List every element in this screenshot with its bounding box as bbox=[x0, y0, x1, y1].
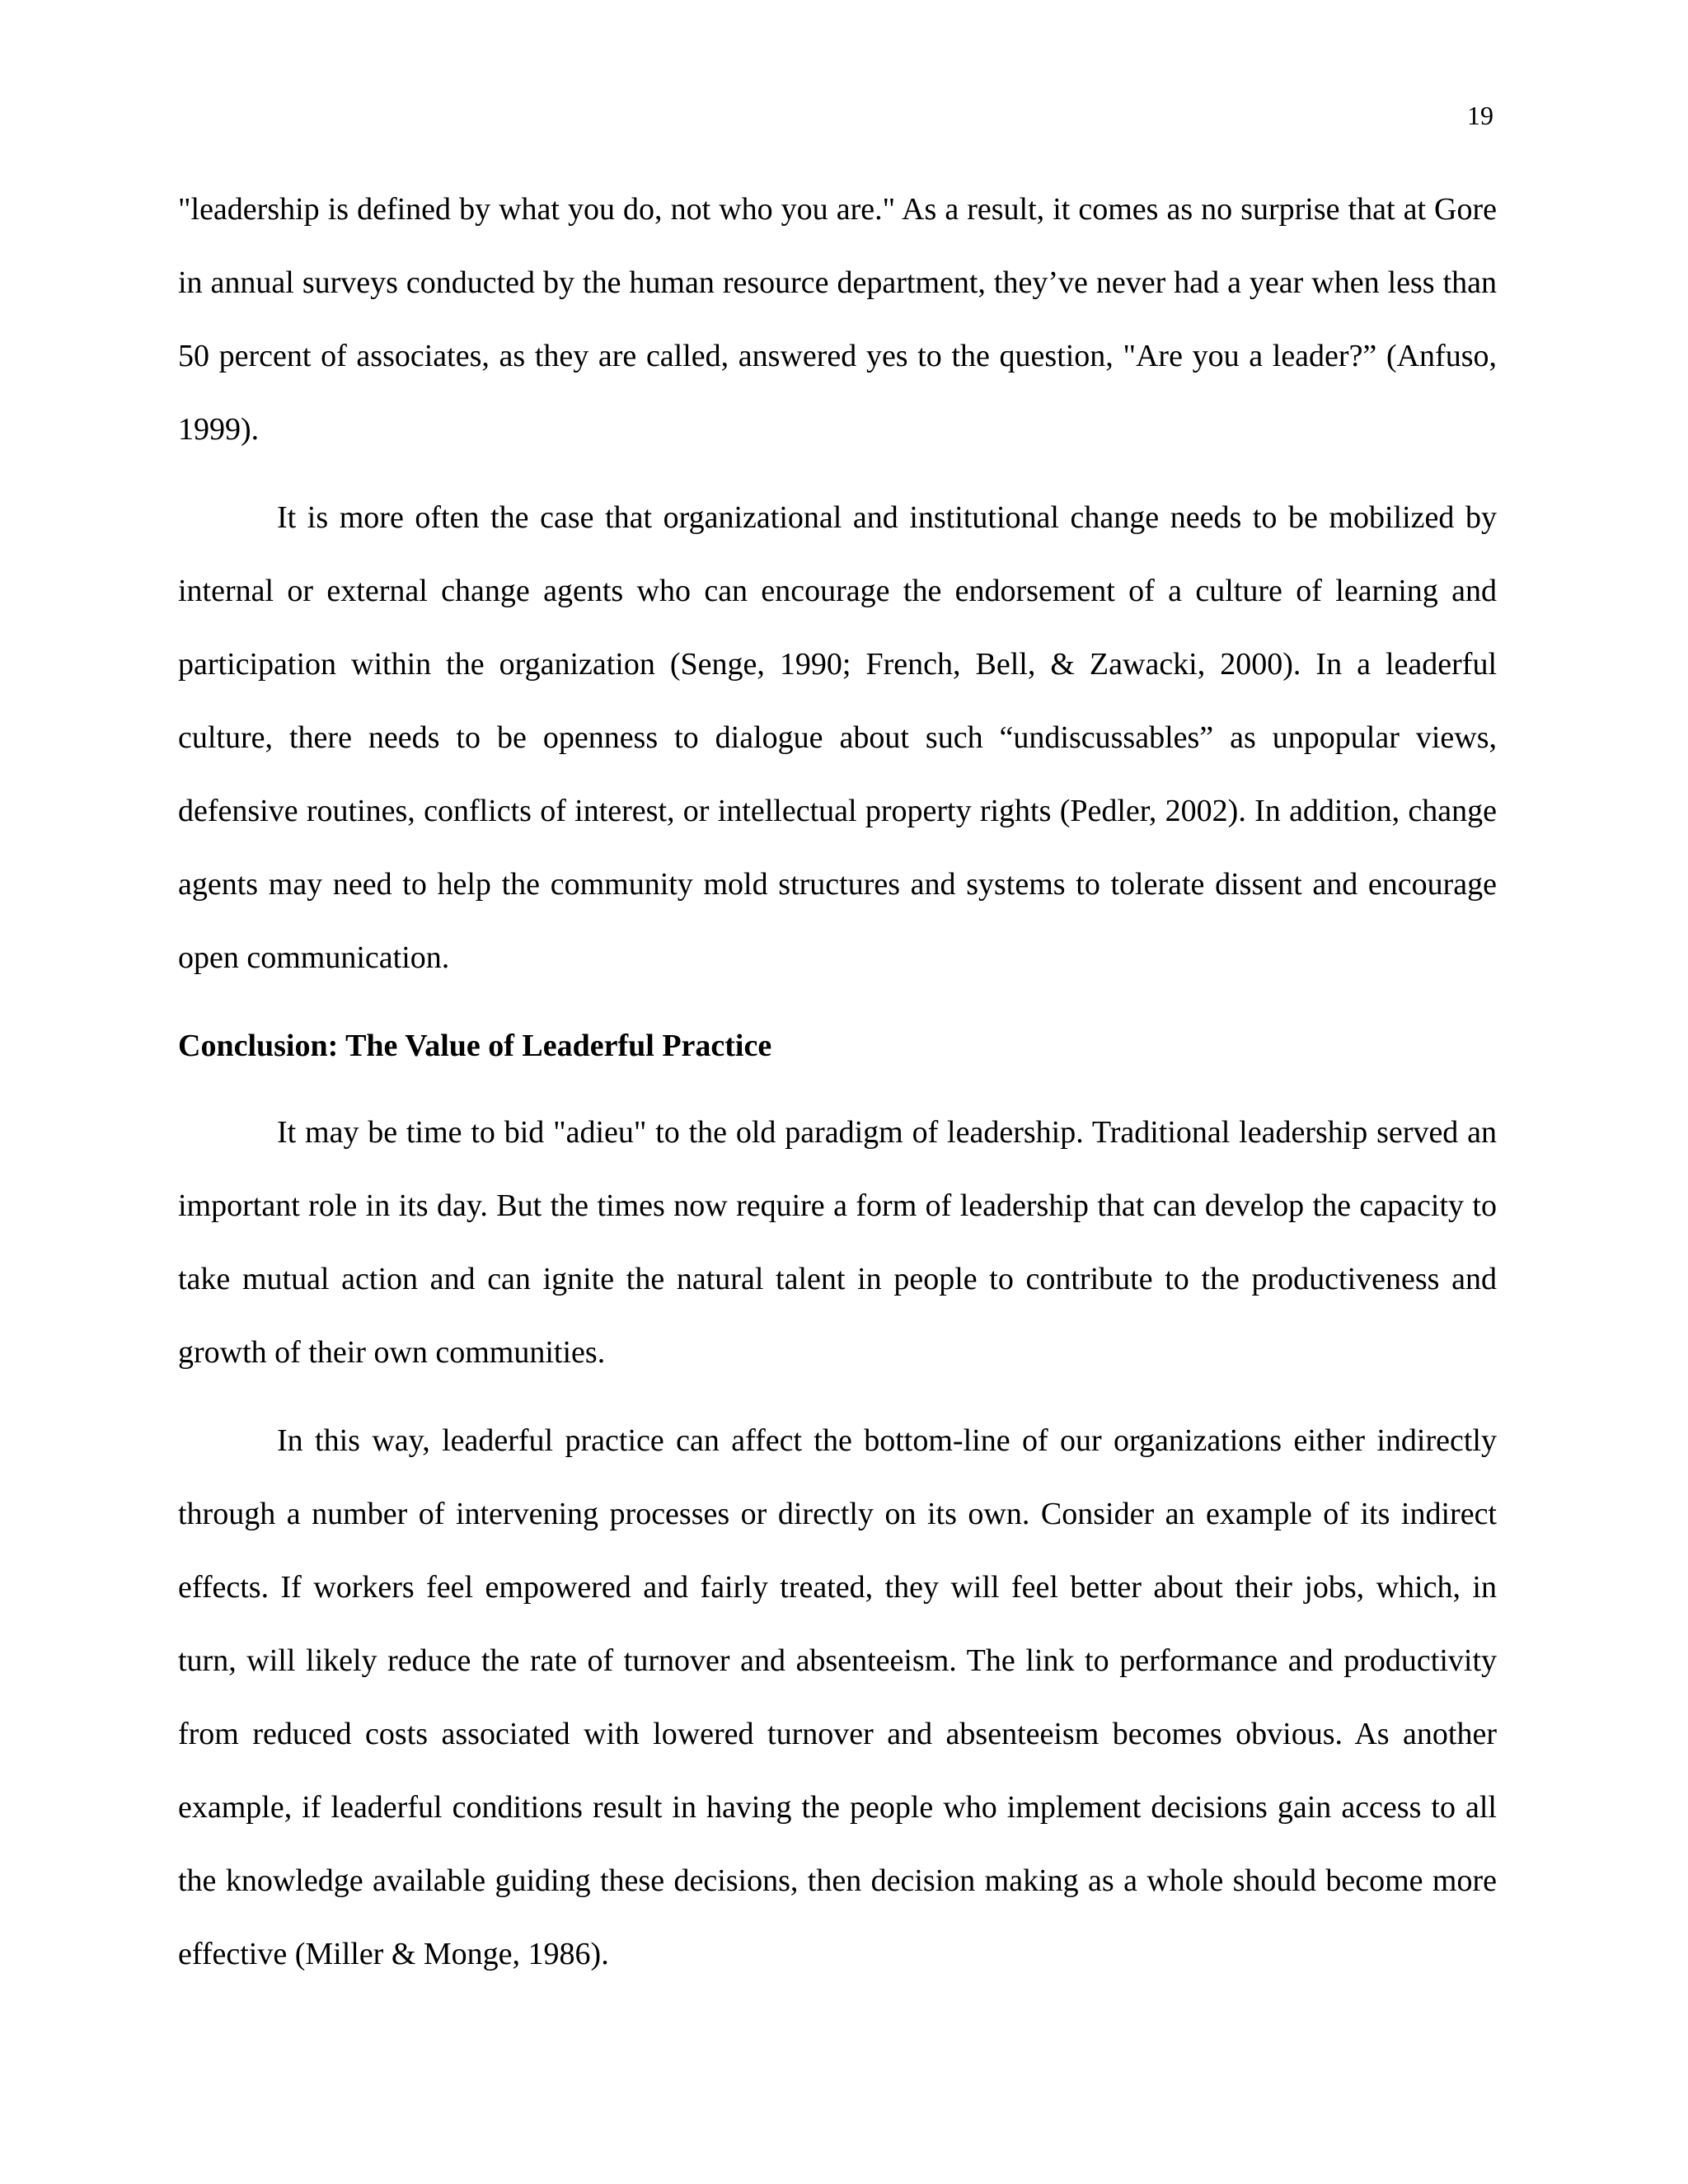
paragraph-change-agents: It is more often the case that organizational and institutional change needs to be mobilized by internal or external change agents who can encourage the endorsement of a culture of learning and participation within the organization (Senge, 1990; French, Bell, & Zawacki, 2000). In a leaderful culture, there needs to be openness to dialogue about such “undiscussables” as unpopular views, defensive routines, conflicts of interest, or intellectual property rights (Pedler, 2002). In addition, change agents may need to help the community mold structures and systems to tolerate dissent and encourage open communication. bbox=[178, 500, 1497, 975]
paragraph-continuation: "leadership is defined by what you do, not who you are." As a result, it comes as no surprise that at Gore in annual surveys conducted by the human resource department, they’ve never had a year when less than 50 percent of associates, as they are called, answered yes to the question, "Are you a leader?” (Anfuso, 1999). bbox=[178, 192, 1497, 447]
section-heading: Conclusion: The Value of Leaderful Practice bbox=[178, 1029, 772, 1063]
page-number: 19 bbox=[1467, 101, 1493, 130]
paragraph-bottom-line: In this way, leaderful practice can affect the bottom-line of our organizations either indirectly through a number of intervening processes or directly on its own. Consider an example of its indirect effects. If workers feel empowered and fairly treated, they will feel better about their jobs, which, in turn, will likely reduce the rate of turnover and absenteeism. The link to performance and productivity from reduced costs associated with lowered turnover and absenteeism becomes obvious. As another example, if leaderful conditions result in having the people who implement decisions gain access to all the knowledge available guiding these decisions, then decision making as a whole should become more effective (Miller & Monge, 1986). bbox=[178, 1423, 1497, 1971]
paragraph-adieu: It may be time to bid "adieu" to the old paradigm of leadership. Traditional leadership served an important role in its day. But the times now require a form of leadership that can develop the capacity to take mutual action and can ignite the natural talent in people to contribute to the productiveness and growth of their own communities. bbox=[178, 1115, 1497, 1370]
body-text bbox=[178, 173, 1497, 2006]
